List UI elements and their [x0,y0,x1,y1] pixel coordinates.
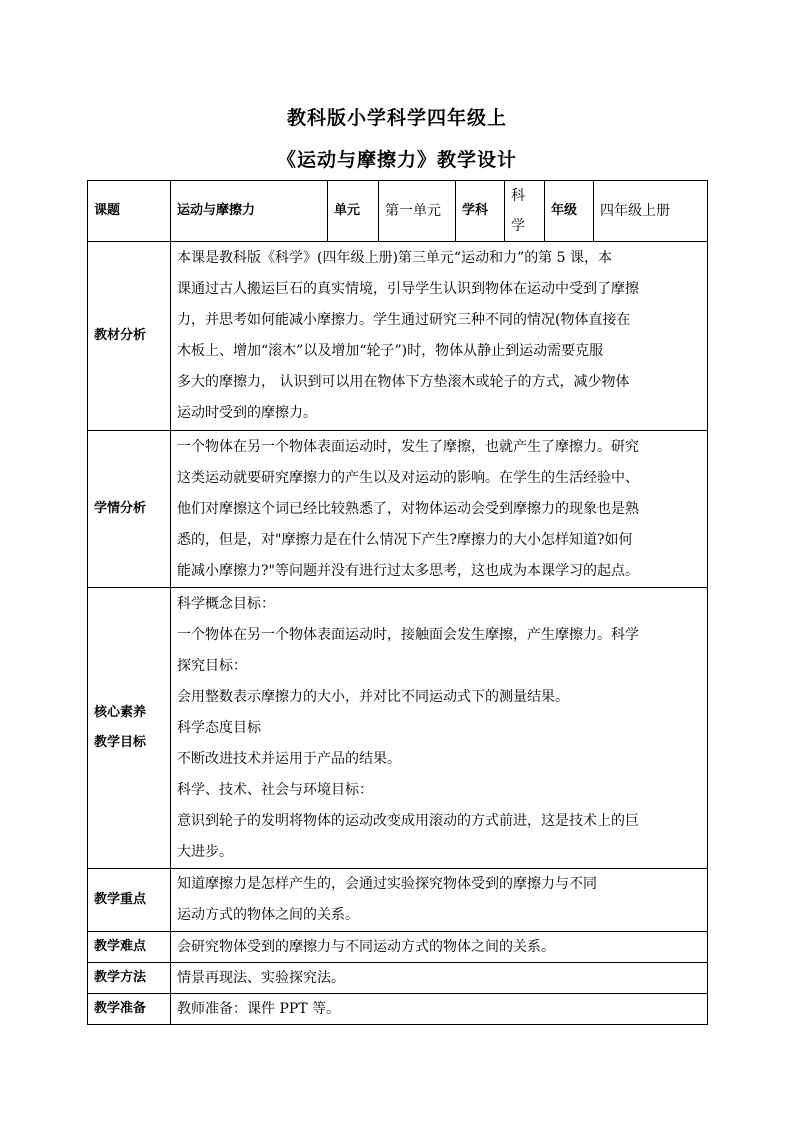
table-row-material [88,242,708,431]
unit-label: 单元 [328,181,379,242]
subject-value: 科学 [505,181,545,242]
material-label: 教材分析 [88,242,171,431]
goals-line: 意识到轮子的发明将物体的运动改变成用滚动的方式前进，这是技术上的巨 [177,812,639,829]
subject-label: 学科 [456,181,505,242]
table-row-topic [88,181,708,242]
methods-label: 教学方法 [88,963,171,994]
key-points-content [171,869,708,932]
goals-line: 探究目标： [177,657,247,674]
difficulty-value: 会研究物体受到的摩擦力与不同运动方式的物体之间的关系。 [171,932,708,963]
goals-line: 科学、技术、社会与环境目标： [177,781,373,798]
goals-content [171,588,708,869]
difficulty-label: 教学难点 [88,932,171,963]
table-row-difficulty [88,932,708,963]
learner-line: 悉的，但是，对"摩擦力是在什么情况下产生?摩擦力的大小怎样知道?如何 [177,531,633,548]
table-row-methods [88,963,708,994]
goals-line: 一个物体在另一个物体表面运动时，接触面会发生摩擦，产生摩擦力。科学 [177,626,639,643]
grade-label: 年级 [545,181,594,242]
learner-line: 他们对摩擦这个词已经比较熟悉了，对物体运动会受到摩擦力的现象也是熟 [177,500,639,517]
grade-value: 四年级上册 [594,181,708,242]
table-row-goals [88,588,708,869]
learner-label: 学情分析 [88,431,171,588]
material-line: 课通过古人搬运巨石的真实情境，引导学生认识到物体在运动中受到了摩擦 [177,281,639,297]
material-line: 力，并思考如何能减小摩擦力。学生通过研究三种不同的情况(物体直接在 [177,312,631,328]
goals-line: 不断改进技术并运用于产品的结果。 [177,750,401,767]
goals-label-line: 教学目标 [94,735,147,750]
goals-line: 会用整数表示摩擦力的大小，并对比不同运动式下的测量结果。 [177,688,569,705]
learner-line: 能减小摩擦力?"等问题并没有进行过太多思考，这也成为本课学习的起点。 [177,562,639,579]
key-points-label: 教学重点 [88,869,171,932]
table-row-learner [88,431,708,588]
table-row-prep [88,994,708,1025]
topic-label: 课题 [88,181,171,242]
key-points-line: 运动方式的物体之间的关系。 [177,907,359,923]
learner-line: 一个物体在另一个物体表面运动时，发生了摩擦，也就产生了摩擦力。研究 [177,438,639,455]
material-line: 木板上、增加“滚木”以及增加“轮子”)时，物体从静止到运动需要克服 [177,343,604,359]
prep-value: 教师准备：课件 PPT 等。 [171,994,708,1025]
material-line: 运动时受到的摩擦力。 [177,405,317,421]
goals-label [88,588,171,869]
unit-value: 第一单元 [379,181,456,242]
goals-line: 科学概念目标： [177,595,275,612]
goals-line: 大进步。 [177,843,233,860]
topic-value: 运动与摩擦力 [171,181,328,242]
learner-content [171,431,708,588]
learner-line: 这类运动就要研究摩擦力的产生以及对运动的影响。在学生的生活经验中、 [177,469,639,486]
material-line: 本课是教科版《科学》(四年级上册)第三单元“运动和力”的第 5 课，本 [177,250,613,266]
table-row-key-points [88,869,708,932]
key-points-line: 知道摩擦力是怎样产生的，会通过实验探究物体受到的摩擦力与不同 [177,876,597,892]
methods-value: 情景再现法、实验探究法。 [171,963,708,994]
material-line: 多大的摩擦力， 认识到可以用在物体下方垫滚木或轮子的方式，减少物体 [177,374,630,390]
document-subtitle: 《运动与摩擦力》教学设计 [276,149,517,171]
document-title: 教科版小学科学四年级上 [286,107,507,129]
lesson-plan-table [87,180,708,1025]
goals-label-line: 核心素养 [94,705,147,720]
goals-line: 科学态度目标 [177,719,261,736]
prep-label: 教学准备 [88,994,171,1025]
material-content [171,242,708,431]
